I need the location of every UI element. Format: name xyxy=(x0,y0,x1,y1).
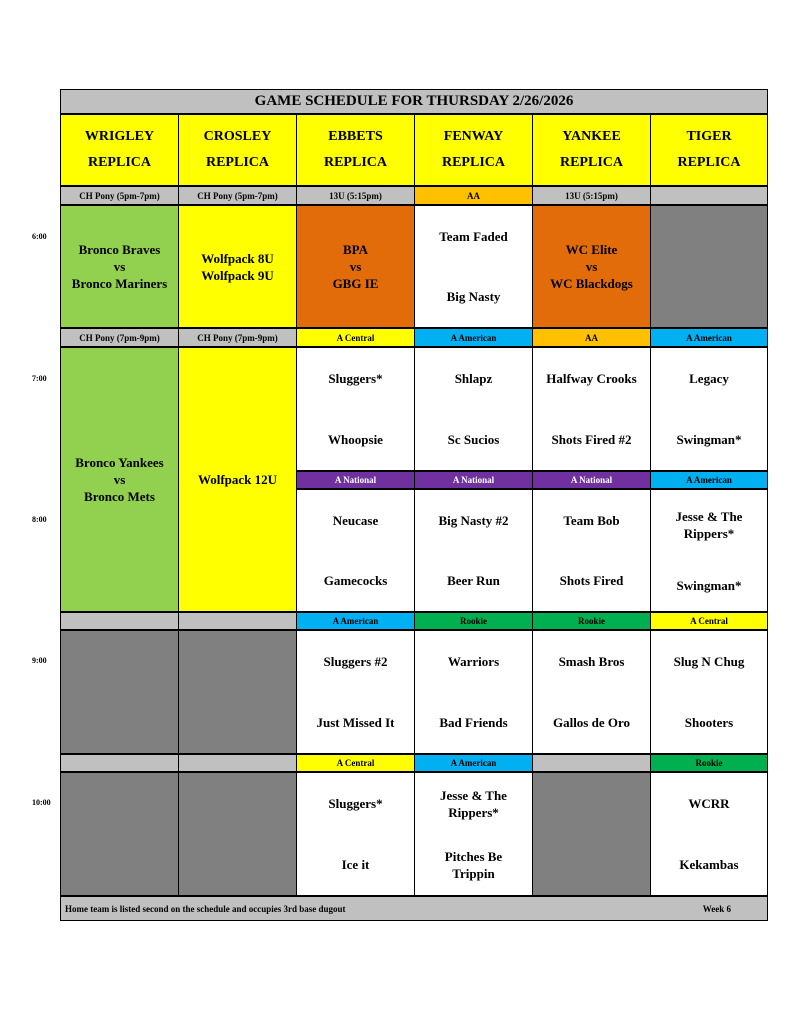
game-cell-wrigley-1 xyxy=(60,205,179,328)
team-name: WC Elite xyxy=(565,242,618,257)
game-cell-ebbets-2 xyxy=(296,347,415,471)
home-team: Kekambas xyxy=(679,857,739,872)
division-label: 13U (5:15pm) xyxy=(532,186,651,205)
division-label: CH Pony (7pm-9pm) xyxy=(60,328,179,347)
home-team: Sc Sucios xyxy=(447,432,500,447)
game-cell-yankee-1 xyxy=(532,205,651,328)
empty-cell xyxy=(178,772,297,896)
home-team: Just Missed It xyxy=(316,715,395,730)
home-team: Ice it xyxy=(341,857,370,872)
field-sub: REPLICA xyxy=(205,155,269,170)
field-header-crosley xyxy=(178,114,297,186)
field-header-fenway xyxy=(414,114,533,186)
away-team: Sluggers* xyxy=(328,371,383,386)
game-cell-tiger-3 xyxy=(650,489,768,612)
away-team: Warriors xyxy=(447,654,500,669)
away-team: Slug N Chug xyxy=(673,654,745,669)
empty-cell xyxy=(60,630,179,754)
vs-text: vs xyxy=(113,259,126,274)
division-label: A Central xyxy=(650,612,768,630)
division-label: CH Pony (5pm-7pm) xyxy=(178,186,297,205)
home-team: Beer Run xyxy=(447,573,500,589)
time-label: 10:00 xyxy=(32,798,51,807)
field-sub: REPLICA xyxy=(677,155,741,170)
game-cell-tiger-4 xyxy=(650,630,768,754)
division-label: A American xyxy=(414,754,533,772)
division-label: A American xyxy=(650,328,768,347)
team-name: GBG IE xyxy=(332,276,379,291)
field-sub: REPLICA xyxy=(87,155,151,170)
game-cell-fenway-5 xyxy=(414,772,533,896)
team-name: BPA xyxy=(342,242,369,257)
home-team: Whoopsie xyxy=(328,432,383,447)
field-name: EBBETS xyxy=(328,129,383,144)
division-label: Rookie xyxy=(532,612,651,630)
vs-text: vs xyxy=(113,472,126,487)
division-label: A National xyxy=(296,471,415,489)
division-label xyxy=(60,612,179,630)
game-cell-yankee-3 xyxy=(532,489,651,612)
game-cell-wrigley-2 xyxy=(60,347,179,612)
division-label: A American xyxy=(296,612,415,630)
division-label: A National xyxy=(532,471,651,489)
game-cell-yankee-2 xyxy=(532,347,651,471)
division-label: Rookie xyxy=(414,612,533,630)
field-sub: REPLICA xyxy=(323,155,387,170)
game-cell-fenway-4 xyxy=(414,630,533,754)
game-cell-tiger-5 xyxy=(650,772,768,896)
division-label: AA xyxy=(414,186,533,205)
home-team: Bad Friends xyxy=(439,715,508,730)
time-label: 9:00 xyxy=(32,656,47,665)
field-header-tiger xyxy=(650,114,768,186)
division-label xyxy=(532,754,651,772)
home-team: Swingman* xyxy=(676,432,742,447)
game-cell-tiger-2 xyxy=(650,347,768,471)
team-name: Wolfpack 8U xyxy=(201,250,274,266)
away-team: Legacy xyxy=(689,371,729,386)
division-label: 13U (5:15pm) xyxy=(296,186,415,205)
time-label: 7:00 xyxy=(32,374,47,383)
home-team: Shooters xyxy=(684,715,734,730)
away-team: Team Faded xyxy=(439,228,508,244)
division-label: A American xyxy=(414,328,533,347)
away-team: Neucase xyxy=(332,512,379,528)
field-header-wrigley xyxy=(60,114,179,186)
team-name: Bronco Mets xyxy=(84,489,155,504)
division-label: CH Pony (5pm-7pm) xyxy=(60,186,179,205)
field-sub: REPLICA xyxy=(441,155,505,170)
field-sub: REPLICA xyxy=(559,155,623,170)
vs-text: vs xyxy=(349,259,362,274)
game-cell-fenway-2 xyxy=(414,347,533,471)
footer-note: Home team is listed second on the schedule and occupies 3rd base dugout xyxy=(65,903,346,914)
game-cell-fenway-1 xyxy=(414,205,533,328)
game-cell-yankee-4 xyxy=(532,630,651,754)
footer-bar xyxy=(60,896,768,921)
home-team: Shots Fired xyxy=(559,573,624,589)
field-name: CROSLEY xyxy=(203,129,272,144)
week-label: Week 6 xyxy=(702,903,731,914)
time-label: 8:00 xyxy=(32,515,47,524)
game-cell-ebbets-4 xyxy=(296,630,415,754)
game-cell-crosley-1 xyxy=(178,205,297,328)
team-name: Bronco Mariners xyxy=(71,276,168,291)
team-name: Wolfpack 9U xyxy=(201,267,274,283)
away-team: Shlapz xyxy=(454,371,493,386)
game-cell-fenway-3 xyxy=(414,489,533,612)
field-name: TIGER xyxy=(686,129,732,144)
empty-cell xyxy=(178,630,297,754)
team-name: Bronco Yankees xyxy=(75,455,164,470)
game-cell-ebbets-3 xyxy=(296,489,415,612)
division-label xyxy=(650,186,768,205)
away-team: Jesse & The Rippers* xyxy=(675,508,743,541)
home-team: Shots Fired #2 xyxy=(551,432,632,447)
team-name: Wolfpack 12U xyxy=(197,472,278,487)
team-name: WC Blackdogs xyxy=(550,276,633,291)
vs-text: vs xyxy=(585,259,598,274)
empty-cell xyxy=(532,772,651,896)
division-label: A Central xyxy=(296,754,415,772)
time-label: 6:00 xyxy=(32,232,47,241)
away-team: WCRR xyxy=(688,796,730,811)
division-label xyxy=(178,612,297,630)
division-label: Rookie xyxy=(650,754,768,772)
division-label: A National xyxy=(414,471,533,489)
home-team: Pitches Be Trippin xyxy=(444,848,503,881)
game-cell-ebbets-1 xyxy=(296,205,415,328)
field-name: FENWAY xyxy=(443,129,504,144)
field-header-ebbets xyxy=(296,114,415,186)
game-cell-ebbets-5 xyxy=(296,772,415,896)
division-label xyxy=(60,754,179,772)
away-team: Team Bob xyxy=(563,512,620,528)
field-name: WRIGLEY xyxy=(84,129,155,144)
away-team: Halfway Crooks xyxy=(546,371,637,386)
team-name: Bronco Braves xyxy=(78,242,161,257)
field-name: YANKEE xyxy=(562,129,621,144)
away-team: Big Nasty #2 xyxy=(438,512,509,528)
home-team: Big Nasty xyxy=(446,289,501,305)
field-header-yankee xyxy=(532,114,651,186)
away-team: Sluggers #2 xyxy=(323,654,388,669)
empty-cell xyxy=(60,772,179,896)
game-cell-crosley-2 xyxy=(178,347,297,612)
division-label: A American xyxy=(650,471,768,489)
away-team: Sluggers* xyxy=(328,796,383,811)
home-team: Swingman* xyxy=(676,577,742,593)
division-label: CH Pony (7pm-9pm) xyxy=(178,328,297,347)
division-label: AA xyxy=(532,328,651,347)
away-team: Smash Bros xyxy=(558,654,625,669)
home-team: Gallos de Oro xyxy=(552,715,631,730)
empty-cell xyxy=(650,205,768,328)
page-title: GAME SCHEDULE FOR THURSDAY 2/26/2026 xyxy=(60,89,768,114)
home-team: Gamecocks xyxy=(323,573,388,589)
division-label: A Central xyxy=(296,328,415,347)
division-label xyxy=(178,754,297,772)
away-team: Jesse & The Rippers* xyxy=(440,787,507,820)
